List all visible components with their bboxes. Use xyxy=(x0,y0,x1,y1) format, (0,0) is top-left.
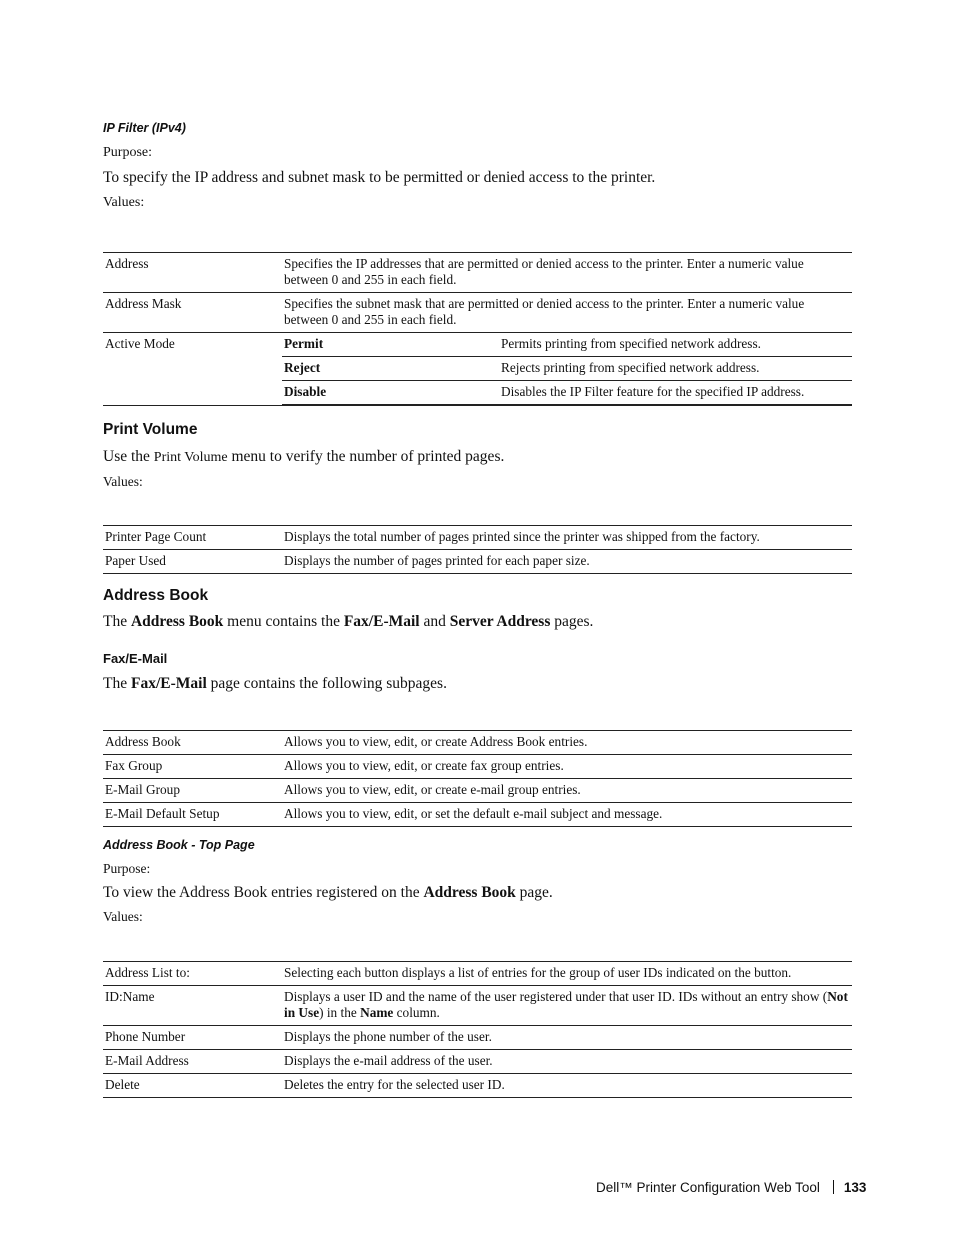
section-heading-print-volume: Print Volume xyxy=(103,421,198,438)
print-volume-intro: Use the Print Volume menu to verify the number of printed pages. xyxy=(103,448,505,465)
table-cell-name: E-Mail Address xyxy=(103,1050,282,1074)
fax-email-table xyxy=(103,730,852,827)
subsection-heading-top-page: Address Book - Top Page xyxy=(103,838,255,852)
ip-filter-table xyxy=(103,252,852,406)
section-heading-ip-filter: IP Filter (IPv4) xyxy=(103,121,186,135)
table-cell-desc: Allows you to view, edit, or create fax group entries. xyxy=(282,755,852,779)
table-cell-desc: Allows you to view, edit, or create Address Book entries. xyxy=(282,731,852,755)
table-cell-name: Phone Number xyxy=(103,1026,282,1050)
table-cell-name: Fax Group xyxy=(103,755,282,779)
table-cell-name: Address Mask xyxy=(103,293,282,333)
table-cell-name: Address Book xyxy=(103,731,282,755)
purpose-label: Purpose: xyxy=(103,145,152,160)
table-cell-name: Delete xyxy=(103,1074,282,1098)
purpose-label: Purpose: xyxy=(103,861,151,876)
footer-title: Dell™ Printer Configuration Web Tool xyxy=(596,1180,820,1195)
table-cell-desc: Allows you to view, edit, or create e-mail group entries. xyxy=(282,779,852,803)
table-row xyxy=(103,1074,852,1098)
table-cell-desc: Displays a user ID and the name of the user registered under that user ID. IDs without an entry show (Not in Use) in the Name column. xyxy=(282,986,852,1026)
table-row xyxy=(103,1050,852,1074)
table-row xyxy=(103,253,852,293)
address-book-intro: The Address Book menu contains the Fax/E-Mail and Server Address pages. xyxy=(103,613,594,630)
table-cell-desc: Selecting each button displays a list of entries for the group of user IDs indicated on the button. xyxy=(282,962,852,986)
table-row xyxy=(103,803,852,827)
footer-divider xyxy=(833,1180,834,1194)
table-cell-name: Paper Used xyxy=(103,550,282,574)
table-cell-desc: Displays the phone number of the user. xyxy=(282,1026,852,1050)
table-row xyxy=(103,550,852,574)
values-label: Values: xyxy=(103,195,145,210)
table-row xyxy=(103,731,852,755)
table-cell-desc: Specifies the IP addresses that are permitted or denied access to the printer. Enter a numeric value between 0 and 255 in each field. xyxy=(282,253,852,293)
table-row xyxy=(282,357,852,381)
print-volume-table xyxy=(103,525,852,574)
table-row xyxy=(103,1026,852,1050)
top-page-table xyxy=(103,961,852,1098)
table-cell-name: Address xyxy=(103,253,282,293)
page-footer xyxy=(596,1180,866,1195)
top-page-purpose: To view the Address Book entries registered on the Address Book page. xyxy=(103,884,553,901)
table-cell-desc: Displays the e-mail address of the user. xyxy=(282,1050,852,1074)
section-heading-address-book: Address Book xyxy=(103,587,209,604)
table-cell-desc: Displays the number of pages printed for each paper size. xyxy=(282,550,852,574)
fax-email-intro: The Fax/E-Mail page contains the following subpages. xyxy=(103,675,447,692)
table-cell-name: Address List to: xyxy=(103,962,282,986)
table-cell-desc: Deletes the entry for the selected user ID. xyxy=(282,1074,852,1098)
table-row xyxy=(282,333,852,357)
subsection-heading-fax-email: Fax/E-Mail xyxy=(103,651,168,666)
table-cell-name: ID:Name xyxy=(103,986,282,1026)
mode-desc: Permits printing from specified network address. xyxy=(499,333,852,357)
table-cell-name: E-Mail Default Setup xyxy=(103,803,282,827)
table-cell-desc: Specifies the subnet mask that are permitted or denied access to the printer. Enter a numeric value between 0 and 255 in each field. xyxy=(282,293,852,333)
table-row xyxy=(103,962,852,986)
table-row xyxy=(103,986,852,1026)
mode-desc: Disables the IP Filter feature for the specified IP address. xyxy=(499,381,852,405)
mode-name: Reject xyxy=(282,357,499,381)
mode-name: Permit xyxy=(282,333,499,357)
table-cell-name: Active Mode xyxy=(103,333,282,406)
values-label: Values: xyxy=(103,909,143,924)
table-row xyxy=(103,779,852,803)
active-mode-subtable-cell xyxy=(282,333,852,406)
table-cell-desc: Allows you to view, edit, or set the default e-mail subject and message. xyxy=(282,803,852,827)
page-number: 133 xyxy=(843,1180,867,1195)
table-row xyxy=(282,381,852,405)
table-row xyxy=(103,526,852,550)
table-cell-name: E-Mail Group xyxy=(103,779,282,803)
table-row xyxy=(103,333,852,406)
table-cell-name: Printer Page Count xyxy=(103,526,282,550)
mode-name: Disable xyxy=(282,381,499,405)
active-mode-subtable xyxy=(282,333,852,405)
table-row xyxy=(103,293,852,333)
table-row xyxy=(103,755,852,779)
values-label: Values: xyxy=(103,474,143,489)
purpose-text: To specify the IP address and subnet mask to be permitted or denied access to the printer. xyxy=(103,169,656,186)
table-cell-desc: Displays the total number of pages printed since the printer was shipped from the factory. xyxy=(282,526,852,550)
mode-desc: Rejects printing from specified network address. xyxy=(499,357,852,381)
